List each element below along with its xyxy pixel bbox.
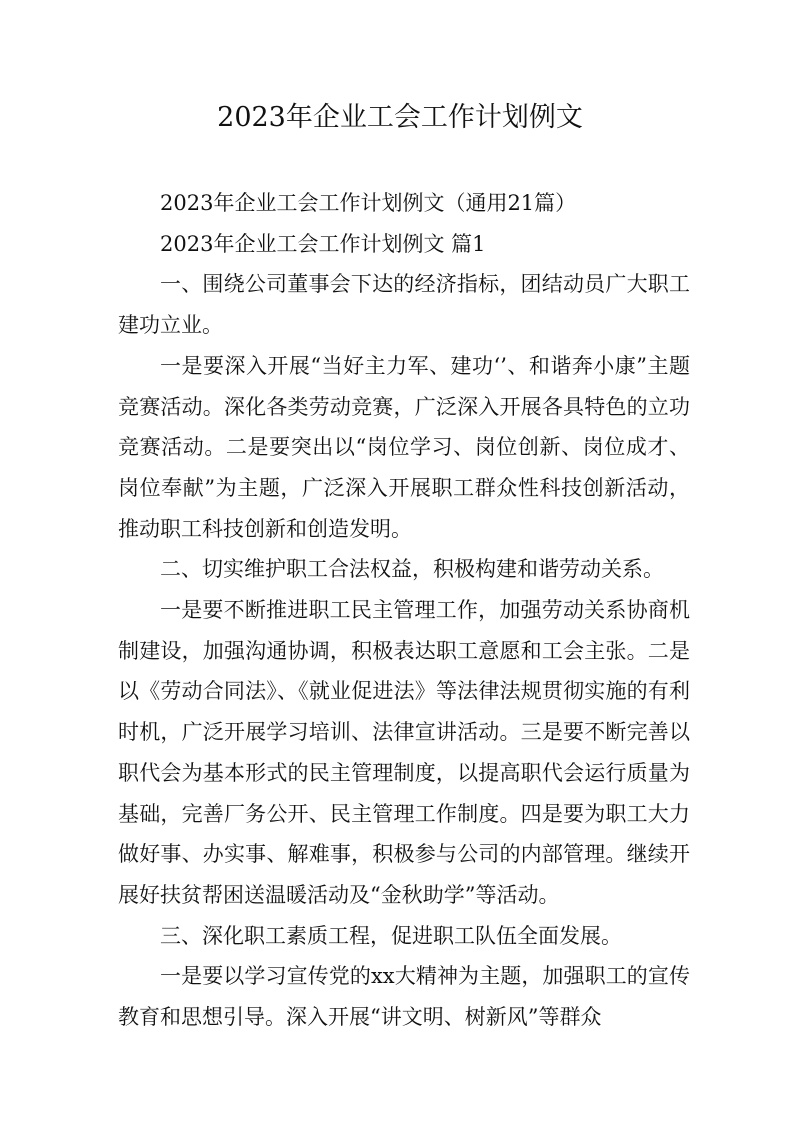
- paragraph-item-3-detail: 一是要以学习宣传党的xx大精神为主题，加强职工的宣传教育和思想引导。深入开展“讲文明、树新风”等群众: [118, 964, 690, 1030]
- paragraph-subtitle: 2023年企业工会工作计划例文（通用21篇）: [160, 191, 577, 215]
- paragraph-item-1-detail: 一是要深入开展“当好主力军、建功‘’、和谐奔小康”主题竞赛活动。深化各类劳动竞赛，广泛深入开展各具特色的立功竞赛活动。二是要突出以“岗位学习、岗位创新、岗位成才、岗位奉献”为主题，广泛深入开展职工群众性科技创新活动，推动职工科技创新和创造发明。: [118, 353, 690, 541]
- paragraph-item-1: 一、围绕公司董事会下达的经济指标，团结动员广大职工建功立业。: [118, 272, 690, 338]
- paragraph-item-3: 三、深化职工素质工程，促进职工队伍全面发展。: [160, 923, 622, 948]
- paragraph-item-2: 二、切实维护职工合法权益，积极构建和谐劳动关系。: [160, 557, 664, 582]
- paragraph-section-heading: 2023年企业工会工作计划例文 篇1: [160, 231, 486, 256]
- document-body: [118, 183, 690, 1038]
- document-title: 2023年企业工会工作计划例文: [217, 102, 583, 133]
- paragraph-item-2-detail: 一是要不断推进职工民主管理工作，加强劳动关系协商机制建设，加强沟通协调，积极表达职工意愿和工会主张。二是以《劳动合同法》、《就业促进法》等法律法规贯彻实施的有利时机，广泛开展学习培训、法律宣讲活动。三是要不断完善以职代会为基本形式的民主管理制度，以提高职代会运行质量为基础，完善厂务公开、民主管理工作制度。四是要为职工大力做好事、办实事、解难事，积极参与公司的内部管理。继续开展好扶贫帮困送温暖活动及“金秋助学”等活动。: [118, 598, 690, 907]
